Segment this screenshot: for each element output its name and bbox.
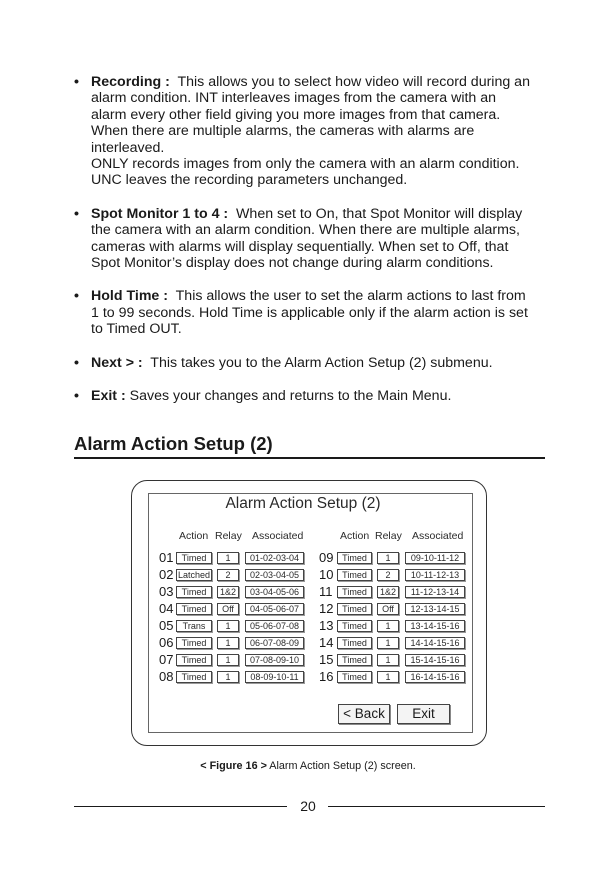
alarm-number: 13 (319, 618, 334, 633)
bullet-next (74, 355, 552, 371)
bullet-text: cameras with alarms will display sequentially. When set to Off, that (91, 238, 509, 255)
page-number: 20 (300, 798, 316, 814)
bullet-dot: • (74, 288, 79, 305)
header-associated-left: Associated (252, 530, 304, 542)
relay-field[interactable]: 1 (377, 637, 399, 649)
associated-field[interactable]: 14-14-15-16 (405, 637, 465, 649)
header-associated-right: Associated (412, 530, 464, 542)
relay-field[interactable]: 1 (377, 654, 399, 666)
associated-field[interactable]: 15-14-15-16 (405, 654, 465, 666)
bullet-first-line (91, 74, 552, 90)
header-action-right: Action (340, 530, 370, 542)
alarm-number: 01 (159, 550, 174, 565)
associated-field[interactable]: 06-07-08-09 (245, 637, 304, 649)
bullet-first-line (91, 206, 552, 222)
bullet-text: This allows you to select how video will record during an (177, 74, 530, 90)
section-divider (74, 457, 545, 459)
associated-field[interactable]: 04-05-06-07 (245, 603, 304, 615)
action-field[interactable]: Timed (176, 603, 212, 615)
alarm-number: 07 (159, 652, 174, 667)
bullet-text: alarm every other field giving you more images from that camera. (91, 106, 501, 123)
alarm-number: 15 (319, 652, 334, 667)
alarm-number: 11 (319, 584, 333, 599)
alarm-number: 14 (319, 635, 334, 650)
header-relay-left: Relay (215, 530, 242, 542)
alarm-number: 06 (159, 635, 174, 650)
associated-field[interactable]: 01-02-03-04 (245, 552, 304, 564)
alarm-number: 10 (319, 567, 334, 582)
action-field[interactable]: Timed (337, 586, 372, 598)
section-title: Alarm Action Setup (2) (74, 433, 273, 454)
associated-field[interactable]: 03-04-05-06 (245, 586, 304, 598)
footer-line-right (328, 806, 545, 807)
action-field[interactable]: Timed (337, 654, 372, 666)
footer-line-left (74, 806, 287, 807)
alarm-number: 02 (159, 567, 174, 582)
relay-field[interactable]: 1 (377, 552, 399, 564)
relay-field[interactable]: 1 (217, 671, 239, 683)
action-field[interactable]: Timed (176, 586, 212, 598)
bullet-text: UNC leaves the recording parameters unchanged. (91, 172, 408, 189)
action-field[interactable]: Timed (337, 552, 372, 564)
associated-field[interactable]: 10-11-12-13 (405, 569, 465, 581)
action-field[interactable]: Timed (176, 637, 212, 649)
bullet-exit (74, 388, 552, 404)
header-relay-right: Relay (375, 530, 402, 542)
bullet-first-line (91, 355, 552, 371)
relay-field[interactable]: 1 (377, 671, 399, 683)
relay-field[interactable]: 1 (217, 637, 239, 649)
bullet-text: When there are multiple alarms, the cameras with alarms are (91, 123, 475, 140)
figure-caption (0, 760, 616, 772)
associated-field[interactable]: 05-06-07-08 (245, 620, 304, 632)
action-field[interactable]: Timed (176, 552, 212, 564)
relay-field[interactable]: 1 (217, 620, 239, 632)
alarm-number: 09 (319, 550, 334, 565)
associated-field[interactable]: 12-13-14-15 (405, 603, 465, 615)
associated-field[interactable]: 16-14-15-16 (405, 671, 465, 683)
bullet-term: Spot Monitor 1 to 4 : (91, 205, 229, 222)
figure-label: < Figure 16 > (200, 760, 267, 772)
bullet-text: to Timed OUT. (91, 321, 182, 338)
action-field[interactable]: Timed (337, 671, 372, 683)
action-field[interactable]: Timed (337, 569, 372, 581)
bullet-dot: • (74, 205, 79, 222)
alarm-number: 16 (319, 669, 334, 684)
action-field[interactable]: Timed (337, 603, 372, 615)
action-field[interactable]: Latched (177, 570, 211, 580)
associated-field[interactable]: 07-08-09-10 (245, 654, 304, 666)
relay-field[interactable]: 2 (377, 569, 399, 581)
bullet-term: Recording : (91, 74, 170, 90)
relay-field[interactable]: 1&2 (377, 586, 399, 598)
bullet-dot: • (74, 74, 79, 90)
associated-field[interactable]: 13-14-15-16 (405, 620, 465, 632)
associated-field[interactable]: 02-03-04-05 (245, 569, 304, 581)
action-field[interactable]: Trans (176, 620, 212, 632)
alarm-number: 05 (159, 618, 174, 633)
bullet-text: the camera with an alarm condition. When there are multiple alarms, (91, 222, 520, 239)
bullet-dot: • (74, 354, 79, 371)
exit-button[interactable]: Exit (397, 704, 450, 724)
bullet-text: Spot Monitor’s display does not change during alarm conditions. (91, 255, 494, 272)
relay-field[interactable]: Off (377, 603, 399, 615)
bullet-first-line (91, 388, 552, 404)
header-action-left: Action (179, 530, 209, 542)
bullet-term: Hold Time : (91, 288, 168, 305)
screen-title: Alarm Action Setup (2) (225, 495, 381, 512)
associated-field[interactable]: 08-09-10-11 (245, 671, 304, 683)
associated-field[interactable]: 11-12-13-14 (405, 586, 465, 598)
relay-field[interactable]: 1 (217, 552, 239, 564)
alarm-number: 03 (159, 584, 174, 599)
bullet-text: This takes you to the Alarm Action Setup (2) submenu. (150, 354, 493, 371)
action-field[interactable]: Timed (176, 654, 212, 666)
action-field[interactable]: Timed (337, 620, 372, 632)
bullet-dot: • (74, 388, 79, 405)
alarm-number: 08 (159, 669, 174, 684)
alarm-number: 04 (159, 601, 174, 616)
back-button[interactable]: < Back (338, 704, 390, 724)
bullet-first-line (91, 288, 552, 304)
bullet-term: Exit : (91, 388, 126, 405)
relay-field[interactable]: 1 (217, 654, 239, 666)
alarm-number: 12 (319, 601, 334, 616)
associated-field[interactable]: 09-10-11-12 (405, 552, 465, 564)
bullet-text: ONLY records images from only the camera with an alarm condition. (91, 156, 520, 173)
relay-field[interactable]: 2 (217, 569, 239, 581)
bullet-text: interleaved. (91, 139, 165, 156)
relay-field[interactable]: 1&2 (217, 586, 239, 598)
bullet-text: alarm condition. INT interleaves images from the camera with an (91, 90, 497, 107)
action-field[interactable]: Timed (337, 637, 372, 649)
bullet-text: When set to On, that Spot Monitor will display (236, 205, 523, 222)
figure-caption-text: Alarm Action Setup (2) screen. (269, 760, 416, 772)
action-field[interactable]: Timed (176, 671, 212, 683)
bullet-list (74, 74, 552, 422)
bullet-text: This allows the user to set the alarm actions to last from (175, 288, 526, 305)
bullet-spot-monitor (74, 206, 552, 272)
relay-field[interactable]: 1 (377, 620, 399, 632)
bullet-recording (74, 74, 552, 189)
bullet-text: Saves your changes and returns to the Main Menu. (129, 388, 452, 405)
bullet-term: Next > : (91, 354, 143, 371)
bullet-text: 1 to 99 seconds. Hold Time is applicable only if the alarm action is set (91, 304, 528, 321)
relay-field[interactable]: Off (217, 603, 239, 615)
bullet-hold-time (74, 288, 552, 337)
